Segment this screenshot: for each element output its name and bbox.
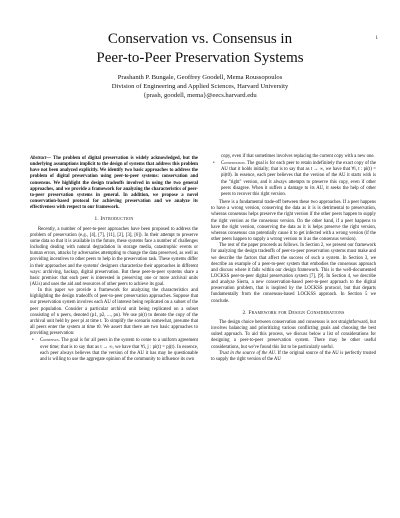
section-heading-introduction: 1. Introduction bbox=[94, 216, 134, 223]
title-line-1: Conservation vs. Consensus in bbox=[107, 31, 293, 47]
trust-text: If the original source of the AU is perfectly trusted to supply the right version of the AU bbox=[211, 350, 376, 362]
affiliation: Division of Engineering and Applied Sciences, Harvard University bbox=[111, 83, 289, 90]
paragraph: The rest of the paper proceeds as follows. In Section 2, we present our framework for analyzing the design tradeoffs of peer-to-peer preservation systems must make and we describe the factors that affect the success of such a system. In Section 3, we describe an example of a peer-to-peer system that embodies the consensus approach and discuss where it falls within our design framework. This is the well-documented LOCKSS peer-to-peer digital preservation system [7], [9]. In Section 4, we describe and analyze Sierra, a new conservation-based peer-to-peer approach to the digital preservation problem, that is inspired by the LOCKSS protocol, but that departs fundamentally from the consensus-based LOCKSS approach. In Section 5 we conclude. bbox=[211, 243, 376, 304]
paragraph-continuation: copy, even if that sometimes involves replacing the current copy with a new one. bbox=[221, 154, 375, 159]
author-names: Prashanth P. Bungale, Geoffrey Goodell, Mema Roussopoulos bbox=[117, 74, 283, 81]
author-email: {prash, goodell, mema}@eecs.harvard.edu bbox=[143, 92, 257, 99]
right-column bbox=[211, 154, 376, 363]
list-item-text: The goal is for each peer to retain indefinitely the exact copy of the AU that it holds initially; that is to say that as t → ∞, we have that ∀i, t : pi(t) = pi(t0). In essence, each peer believes that the version of the AU it starts with is the "right" version, and it always attempts to preserve this copy, even if other peers disagree. When it suffers a damage to its AU, it seeks the help of other peers to recover this right version. bbox=[221, 161, 376, 197]
abstract bbox=[30, 156, 198, 211]
approach-list bbox=[211, 161, 376, 198]
abstract-lead: Abstract bbox=[30, 156, 47, 161]
list-item-label: Conservation. bbox=[221, 161, 246, 167]
paragraph: There is a fundamental trade-off between these two approaches. If a peer happens to have a wrong version, conserving the data as it is is detrimental to preservation, whereas consensus helps preserve the right version if the other peers happen to supply the right version as the consensus version. On the other hand, if a peer happens to have the right version, conserving the data as it is helps preserve the right version, whereas consensus can potentially cause it to get infected with a wrong version (if the other peers happen to supply a wrong version to it as the consensus version). bbox=[211, 200, 376, 243]
abstract-text: — The problem of digital preservation is widely acknowledged, but the underlying assumptions implicit to the design of systems that address this problem have not been analyzed explicitly. We identify two basic approaches to address the problem of digital preservation using peer-to-peer systems: conservation and consensus. We highlight the design tradeoffs involved in using the two general approaches, and we provide a framework for analyzing the characteristics of peer-to-peer preservation systems in general. In addition, we propose a novel conservation-based protocol for achieving preservation and we analyze its effectiveness with respect to our framework. bbox=[30, 156, 198, 211]
section-heading-framework: 2. Framework for Design Considerations bbox=[242, 309, 345, 316]
page-number: 1 bbox=[375, 36, 378, 41]
paragraph: Recently, a number of peer-to-peer approaches have been proposed to address the problem of preservation (e.g., [4], [7], [11], [2], [3], [6]). In their attempt to preserve some data so that it is available in the future, these systems face a number of challenges including dealing with natural degradation in storage media, catastrophic events or human errors, attacks by adversaries attempting to change the data preserved, as well as providing incentives to other peers to help in the preservation task. These systems differ in their approaches and the systems' designers characterize their approaches in different ways: archiving, backup, digital preservation. But these peer-to-peer systems share a basic premise: that each peer is interested in preserving one or more archival units (AUs) and uses the aid and resources of other peers to achieve its goal. bbox=[30, 226, 198, 287]
list-item-text: The goal is for all peers in the system to come to a uniform agreement over time; that is to say that as t → ∞, we have that ∀i, j : pi(t) = pj(t). In essence, each peer always believes that the version of the AU it has may be questionable and is willing to use the aggregate opinion of the community to influence its own bbox=[40, 338, 198, 362]
list-item bbox=[211, 161, 376, 198]
trust-lead: Trust in the source of the AU. bbox=[219, 350, 277, 356]
paper-title bbox=[0, 30, 400, 68]
paragraph: The design choice between conservation and consensus is not straightforward, but involves balancing and prioritizing various conflicting goals and choosing the best suited approach. To aid this process, we discuss below a list of considerations for designing a peer-to-peer preservation system. There may be other useful considerations, but we've found this list to be particularly useful. bbox=[211, 319, 376, 350]
list-item bbox=[30, 338, 198, 363]
left-column bbox=[30, 156, 198, 365]
author-block bbox=[0, 73, 400, 100]
paragraph bbox=[211, 351, 376, 363]
title-line-2: Peer-to-Peer Preservation Systems bbox=[96, 50, 304, 66]
paragraph: In this paper we provide a framework for analyzing the characteristics and highlighting the design tradeoffs of peer-to-peer preservation approaches. Suppose that our preservation system involves each AU of interest being replicated on a subset of the peer population. Consider a particular archival unit being replicated on a subset consisting of n peers, denoted (p1, p2, ..., pn). We use pi(t) to denote the copy of the archival unit held by peer pi at time t. To simplify the scenario somewhat, presume that all peers enter the system at time t0. We assert that there are two basic approaches to providing preservation: bbox=[30, 288, 198, 337]
list-item-label: Consensus. bbox=[40, 338, 60, 344]
approach-list bbox=[30, 338, 198, 363]
